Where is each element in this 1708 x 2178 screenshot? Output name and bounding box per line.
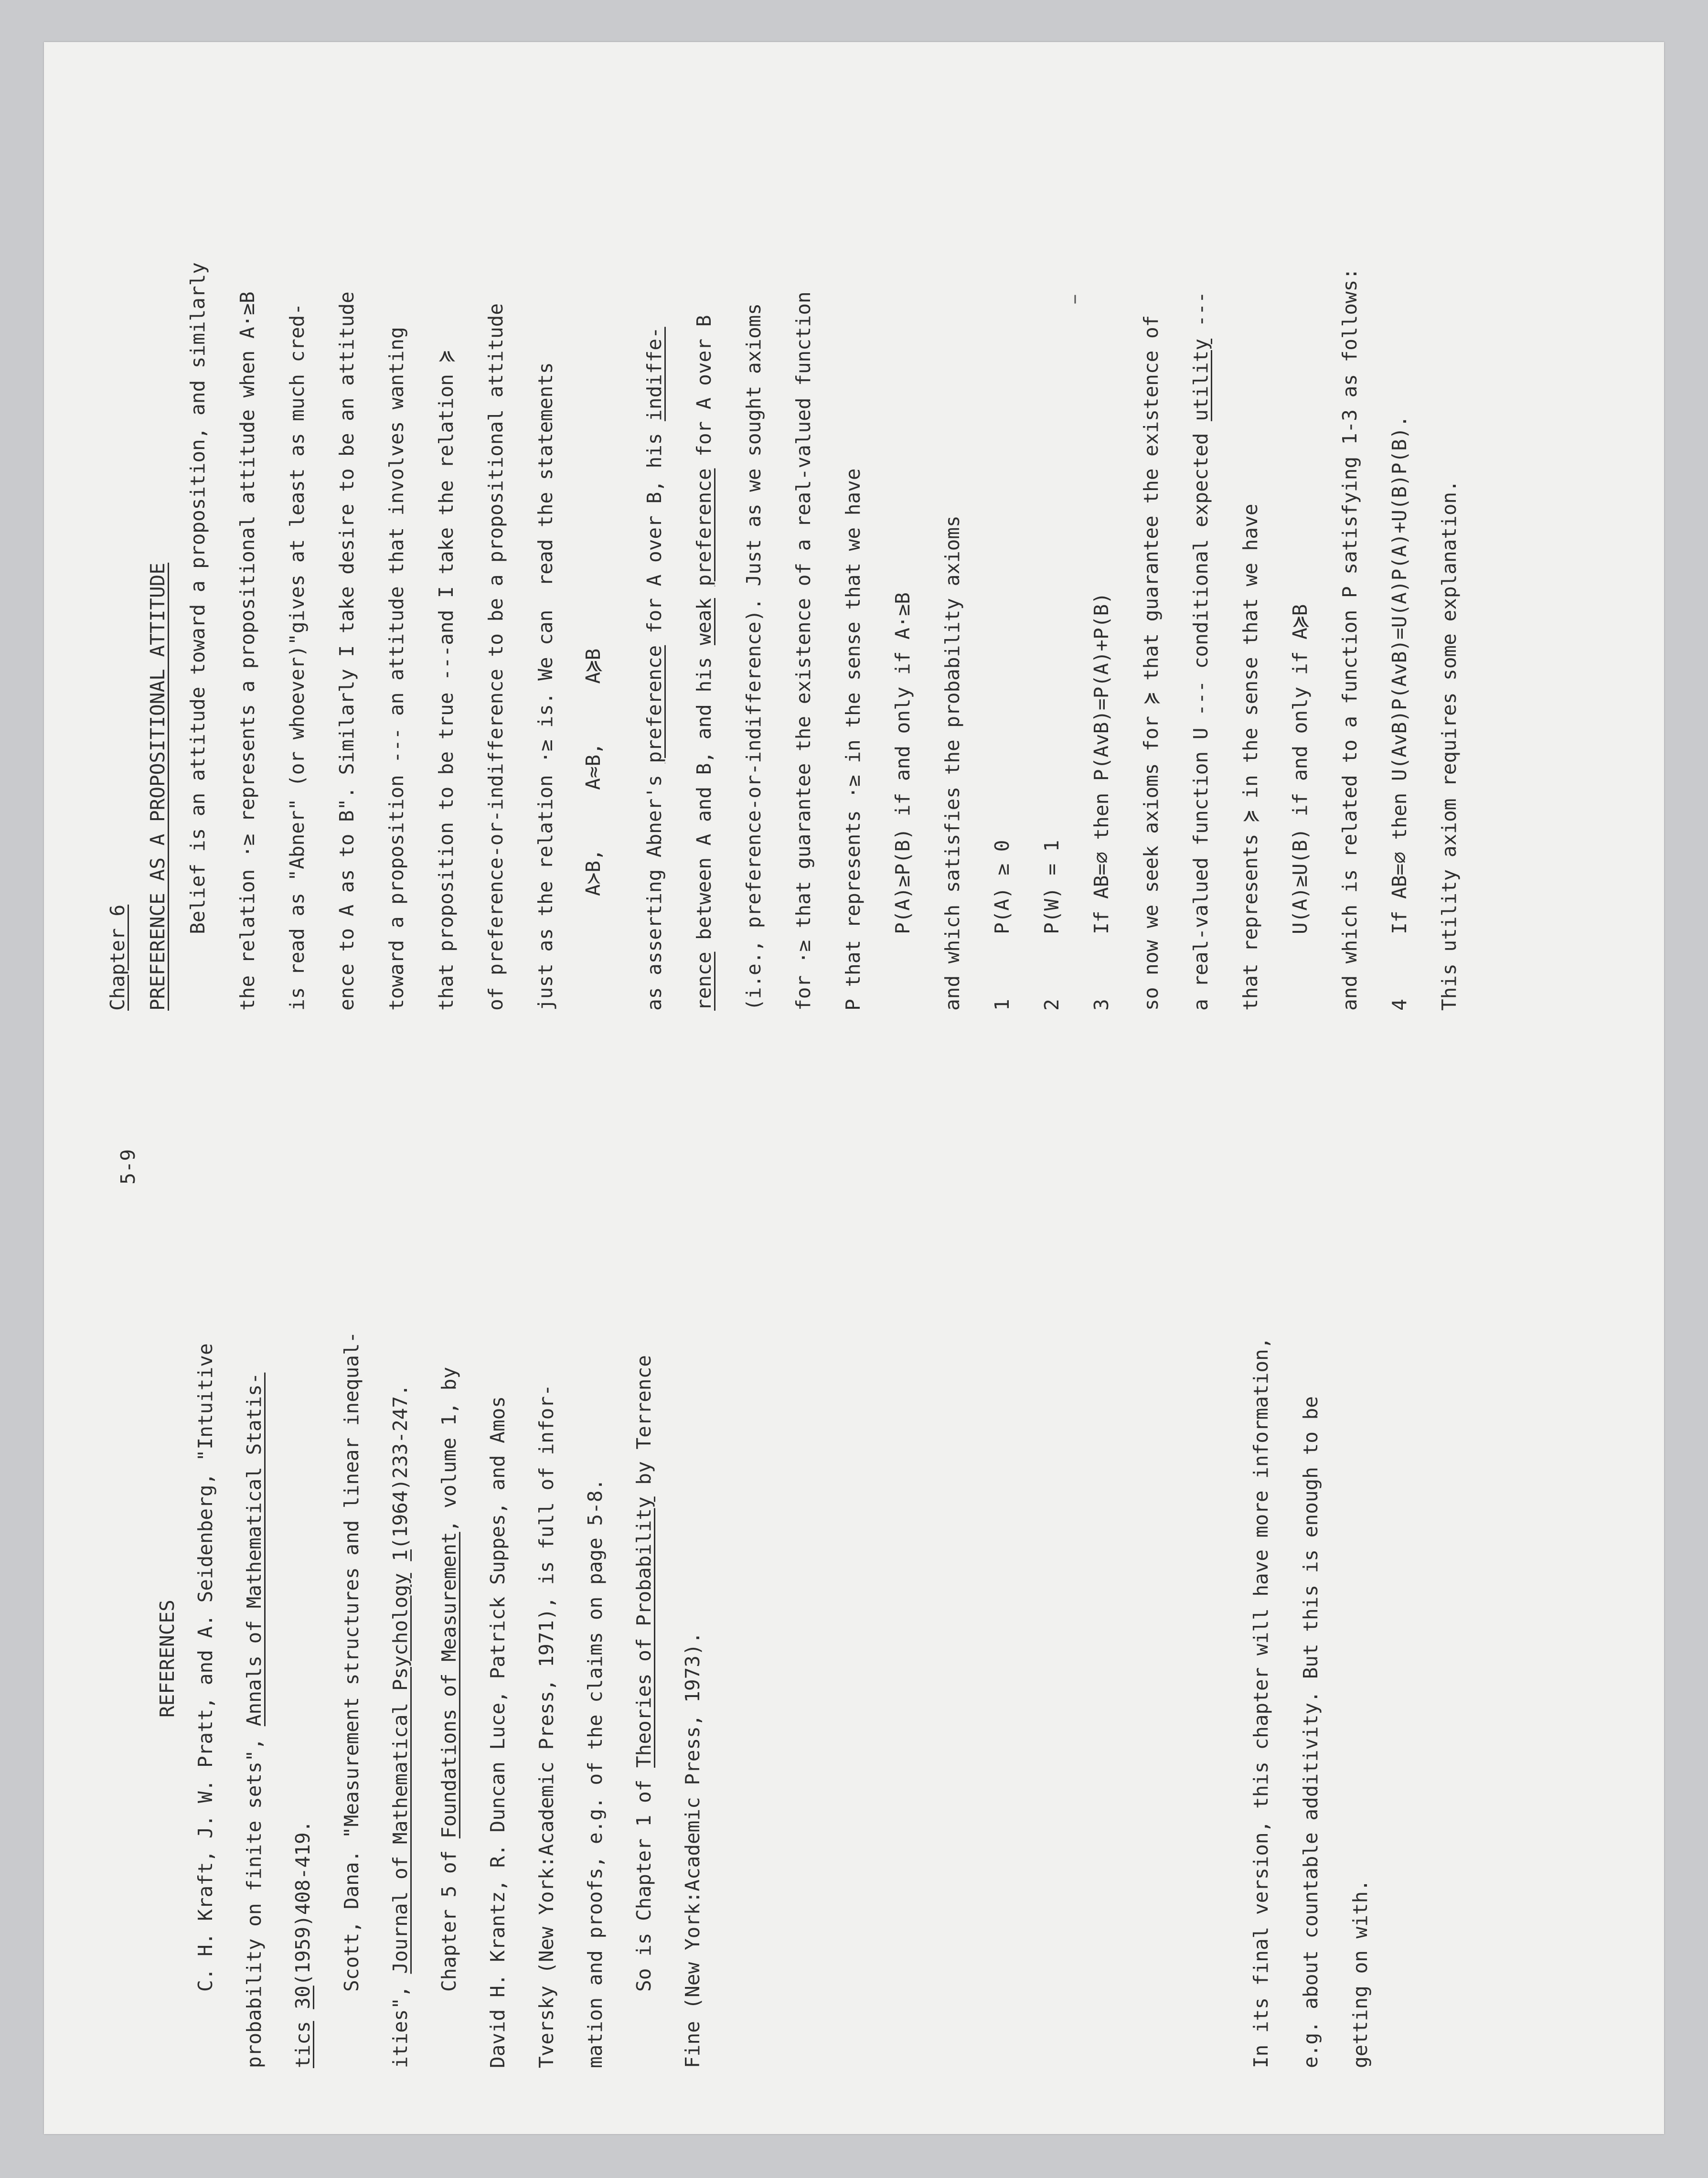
reference-line: probability on finite sets", Annals of Mathematical Statis- — [243, 1372, 266, 2068]
axiom-number: 3 — [1090, 999, 1113, 1011]
body-line: a real-valued function U --- conditional expected utility --- — [1189, 291, 1212, 1011]
axiom-text: If AB=∅ then P(AvB)=P(A)+P(B) — [1090, 592, 1113, 934]
body-line: Belief is an attitude toward a proposition, and similarly — [186, 262, 209, 934]
rotated-text-layer — [44, 42, 1664, 2134]
axiom-number: 4 — [1388, 999, 1411, 1011]
reference-line: Fine (New York:Academic Press, 1973). — [681, 1632, 704, 2068]
body-line: (i.e., preference-or-indifference). Just as we sought axioms — [742, 303, 765, 1011]
body-line: and which is related to a function P satisfying 1-3 as follows: — [1338, 267, 1361, 1011]
body-line: of preference-or-indifference to be a propositional attitude — [484, 303, 507, 1011]
page-number: 5-9 — [117, 1149, 139, 1185]
body-line: is read as "Abner" (or whoever)"gives at least as much cred- — [286, 303, 309, 1011]
body-line: just as the relation ·≥ is. We can read the statements — [534, 362, 557, 1011]
body-line: as asserting Abner's preference for A over B, his indiffe- — [643, 327, 666, 1011]
note-line: getting on with. — [1349, 1879, 1372, 2068]
body-line: that proposition to be true ---and I take the relation ≽ — [435, 350, 458, 1011]
document-page — [44, 42, 1664, 2134]
reference-line: Chapter 5 of Foundations of Measurement, volume 1, by — [438, 1367, 460, 1992]
reference-line: C. H. Kraft, J. W. Pratt, and A. Seidenberg, "Intuitive — [194, 1343, 217, 1992]
reference-line: Scott, Dana. "Measurement structures and linear inequal- — [340, 1331, 363, 1992]
reference-line: mation and proofs, e.g. of the claims on page 5-8. — [584, 1478, 607, 2068]
body-line: ence to A as to B". Similarly I take desire to be an attitude — [335, 291, 358, 1011]
body-line: that represents ≽ in the sense that we have — [1239, 503, 1262, 1011]
axiom-text: If AB=∅ then U(AvB)P(AvB)=U(A)P(A)+U(B)P(B). — [1388, 415, 1411, 934]
formula-line: U(A)≥U(B) if and only if A≽B — [1289, 604, 1312, 934]
axiom-text: P(W) = 1 — [1040, 840, 1063, 934]
stray-mark — [1075, 295, 1076, 304]
reference-line: So is Chapter 1 of Theories of Probability by Terrence — [632, 1355, 655, 1992]
chapter-title: PREFERENCE AS A PROPOSITIONAL ATTITUDE — [146, 563, 169, 1011]
body-line: rence between A and B, and his weak preference for A over B — [693, 315, 715, 1011]
body-line: This utility axiom requires some explanation. — [1438, 480, 1461, 1011]
references-heading: REFERENCES — [156, 1600, 179, 1718]
body-line: the relation ·≥ represents a propositional attitude when A·≥B — [236, 291, 259, 1011]
body-line: so now we seek axioms for ≽ that guarantee the existence of — [1140, 315, 1163, 1011]
chapter-label: Chapter 6 — [106, 904, 129, 1011]
reference-line: tics 30(1959)408-419. — [291, 1820, 314, 2068]
note-line: e.g. about countable additivity. But this is enough to be — [1299, 1396, 1322, 2068]
axiom-number: 2 — [1040, 999, 1063, 1011]
reference-line: Tversky (New York:Academic Press, 1971), is full of infor- — [535, 1384, 558, 2068]
note-line: In its final version, this chapter will have more information, — [1249, 1337, 1272, 2068]
formula-line: P(A)≥P(B) if and only if A·≥B — [891, 592, 914, 934]
relation-statements: A≻B, A≈B, A≽B — [582, 648, 605, 896]
reference-line: ities", Journal of Mathematical Psychology 1(1964)233-247. — [389, 1384, 412, 2068]
axiom-text: P(A) ≥ 0 — [991, 840, 1014, 934]
reference-line: David H. Krantz, R. Duncan Luce, Patrick Suppes, and Amos — [486, 1396, 509, 2068]
axiom-number: 1 — [991, 999, 1014, 1011]
body-line: and which satisfies the probability axioms — [941, 515, 964, 1011]
body-line: P that represents ·≥ in the sense that we have — [842, 468, 865, 1011]
body-line: toward a proposition --- an attitude that involves wanting — [385, 327, 408, 1011]
body-line: for ·≥ that guarantee the existence of a real-valued function — [792, 291, 815, 1011]
